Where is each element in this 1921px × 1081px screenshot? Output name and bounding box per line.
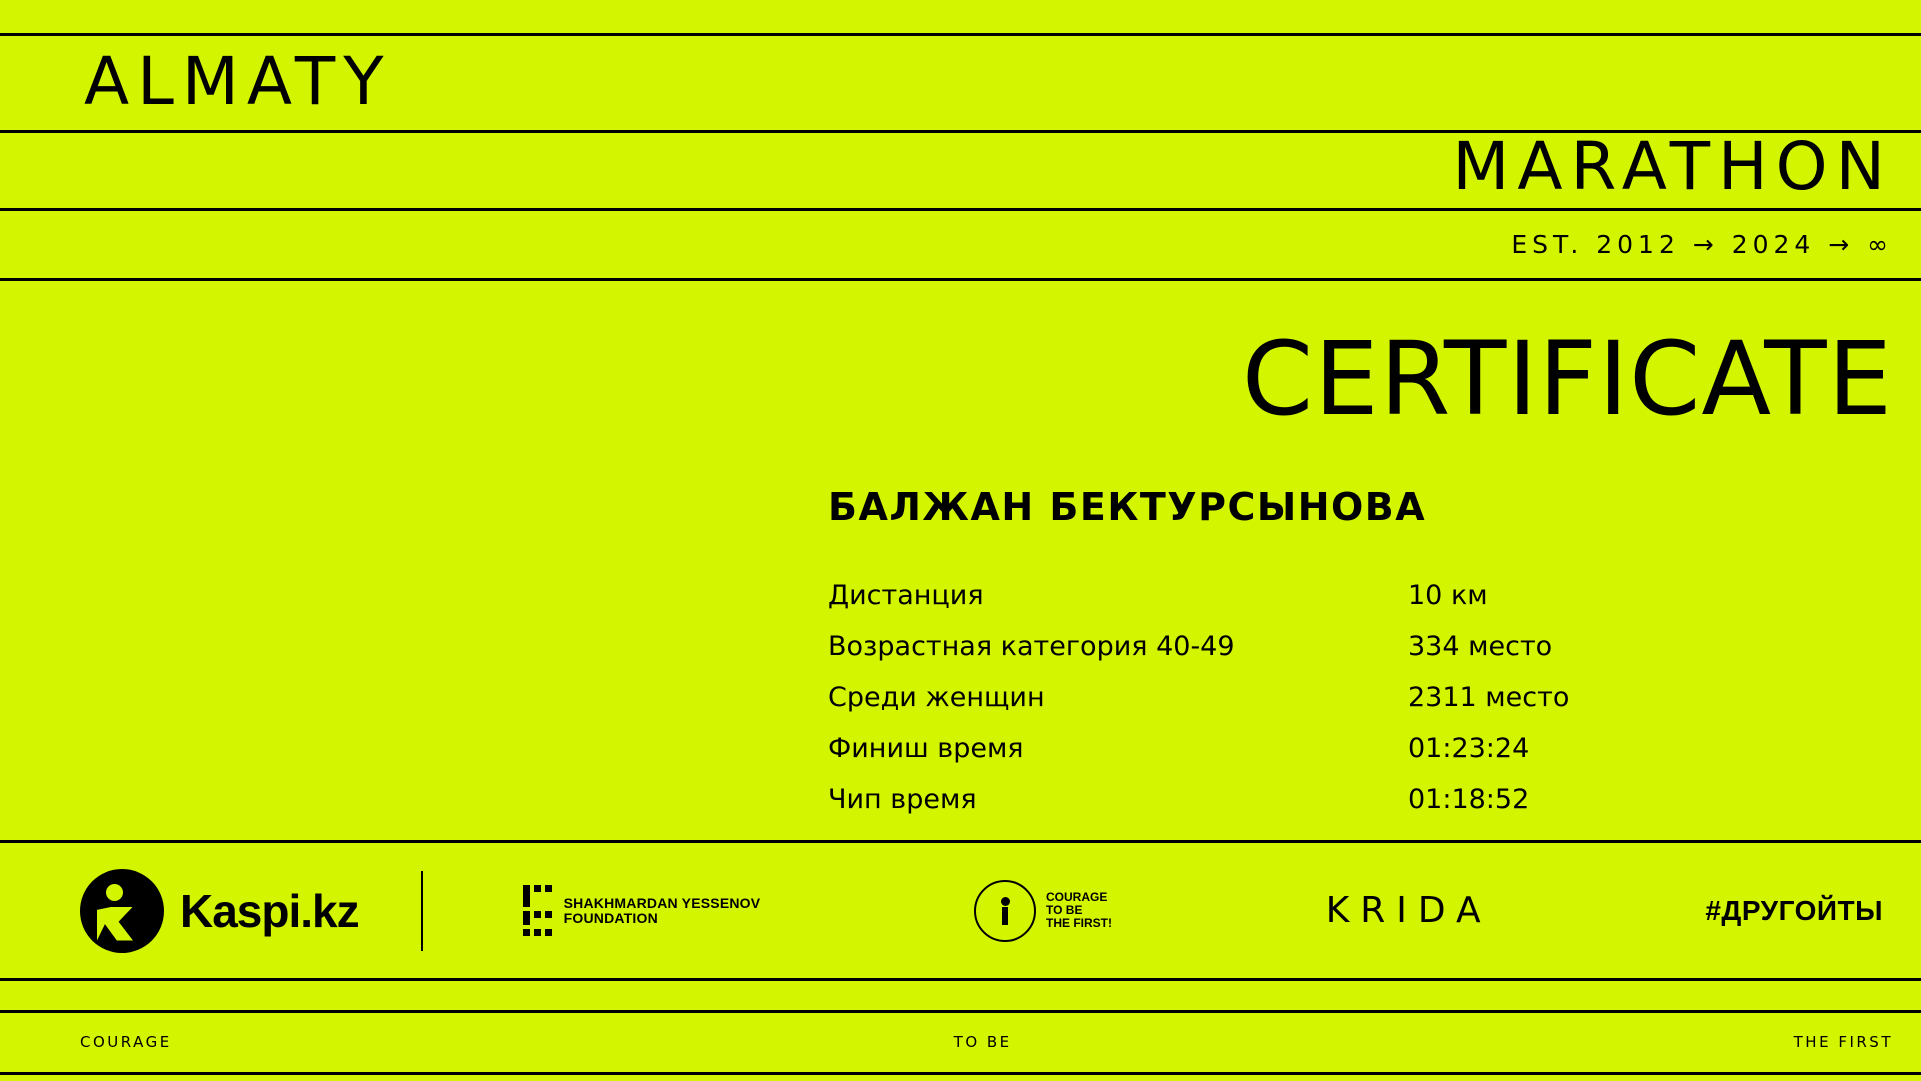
- brand-line-almaty: ALMATY: [84, 43, 392, 120]
- participant-name: БАЛЖАН БЕКТУРСЫНОВА: [828, 485, 1427, 529]
- result-label: Дистанция: [828, 580, 984, 611]
- corporate-line-3: THE FIRST!: [1046, 916, 1112, 930]
- result-label: Финиш время: [828, 733, 1024, 764]
- footer-center: TO BE: [953, 1033, 1012, 1051]
- results-table: [828, 580, 1648, 835]
- figure-glyph: [995, 897, 1015, 925]
- brand-line-marathon: MARATHON: [1452, 128, 1893, 205]
- footer-slogan: [0, 1013, 1921, 1071]
- yessenov-line-2: FOUNDATION: [563, 909, 658, 926]
- sponsor-corporate-fund: [974, 880, 1112, 942]
- divider-rule-1: [0, 33, 1921, 36]
- table-row: [828, 682, 1648, 733]
- divider-rule-4: [0, 278, 1921, 281]
- table-row: [828, 733, 1648, 784]
- footer-left: COURAGE: [80, 1033, 172, 1051]
- table-row: [828, 580, 1648, 631]
- yessenov-logo-icon: [523, 885, 552, 936]
- yessenov-line-1: SHAKHMARDAN YESSENOV: [563, 894, 761, 911]
- brand-established: EST. 2012 → 2024 → ∞: [1511, 230, 1893, 259]
- sponsor-kaspi: [80, 869, 359, 953]
- sponsor-bar: [0, 843, 1921, 978]
- sponsor-hashtag: #ДРУГОЙТЫ: [1705, 894, 1883, 926]
- result-label: Возрастная категория 40-49: [828, 631, 1235, 662]
- sponsor-yessenov: [523, 885, 761, 936]
- result-label: Среди женщин: [828, 682, 1045, 713]
- yessenov-wordmark: [564, 896, 761, 926]
- corporate-line-2: TO BE: [1046, 903, 1083, 917]
- kaspi-logo-icon: [80, 869, 164, 953]
- sponsor-divider: [421, 871, 423, 951]
- result-value: 01:23:24: [1408, 733, 1530, 764]
- result-value: 2311 место: [1408, 682, 1570, 713]
- kaspi-wordmark: Kaspi.kz: [180, 884, 359, 937]
- result-label: Чип время: [828, 784, 977, 815]
- divider-rule-6: [0, 978, 1921, 981]
- table-row: [828, 631, 1648, 682]
- table-row: [828, 784, 1648, 835]
- divider-rule-8: [0, 1072, 1921, 1075]
- corporate-line-1: COURAGE: [1046, 890, 1108, 904]
- divider-rule-3: [0, 208, 1921, 211]
- corporate-fund-wordmark: [1046, 891, 1112, 930]
- sponsor-krida: KRIDA: [1325, 890, 1492, 931]
- result-value: 01:18:52: [1408, 784, 1530, 815]
- footer-right: THE FIRST: [1793, 1033, 1893, 1051]
- result-value: 334 место: [1408, 631, 1553, 662]
- page-title: CERTIFICATE: [1241, 320, 1893, 439]
- corporate-fund-logo-icon: [974, 880, 1036, 942]
- result-value: 10 км: [1408, 580, 1488, 611]
